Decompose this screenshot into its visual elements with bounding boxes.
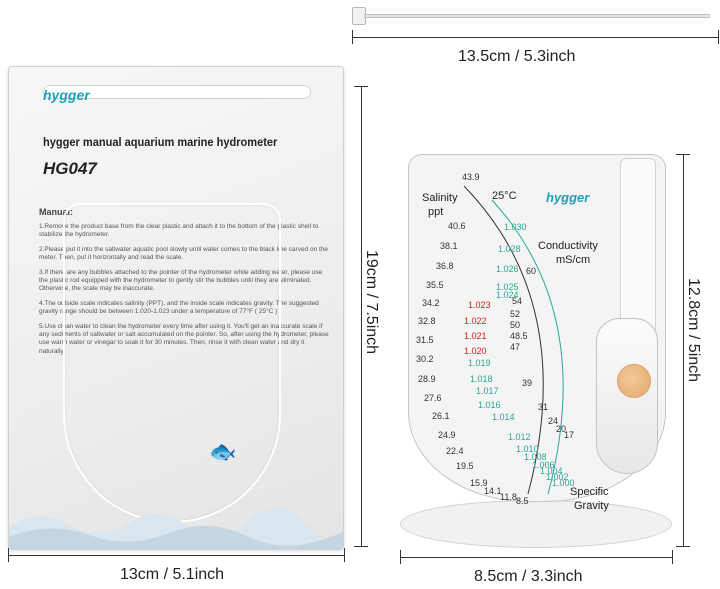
salinity-tick-label: 11.8 [500, 492, 517, 502]
dim-tick [354, 546, 368, 547]
rod-width-line [352, 37, 718, 38]
card-width-line [8, 555, 344, 556]
salinity-tick-label: 35.5 [426, 280, 444, 290]
sg-tick-label: 1.021 [464, 331, 487, 341]
salinity-tick-label: 15.9 [470, 478, 488, 488]
sg-tick-label: 1.010 [516, 444, 539, 454]
salinity-tick-label: 40.6 [448, 221, 466, 231]
hydrometer-logo: hygger [546, 190, 590, 205]
hydrometer-height-label: 12.8cm / 5inch [685, 278, 702, 383]
hydrometer-base [400, 500, 672, 548]
card-model: HG047 [43, 159, 97, 178]
sg-tick-label: 1.028 [498, 244, 521, 254]
temperature-label: 25°C [492, 190, 517, 202]
card-width-label: 13cm / 5.1inch [120, 566, 225, 583]
sg-tick-label: 1.008 [524, 452, 547, 462]
package-card [8, 66, 344, 550]
dim-tick [344, 548, 345, 562]
manual-step: 5.Use clean water to clean the hydrometer every time after using it. You'll get an inaccurate scale if any sediments of saltwater or salt accumulated on the pointer. So, after using the hydrometer, please use warm water or vinegar to soak it for 30 minutes. Then, rinse it with clean water and dry it naturally. [39, 322, 329, 355]
salinity-tick-label: 36.8 [436, 261, 454, 271]
conductivity-label: Conductivity [538, 240, 598, 252]
sg-tick-label: 1.004 [540, 466, 563, 476]
salinity-tick-label: 27.6 [424, 393, 442, 403]
card-height-label: 19cm / 7.5inch [363, 250, 380, 355]
sg-tick-label: 1.023 [468, 300, 491, 310]
sg-tick-label: 1.012 [508, 432, 531, 442]
salinity-tick-label: 43.9 [462, 172, 480, 182]
salinity-tick-label: 30.2 [416, 354, 434, 364]
manual-step: 4.The outside scale indicates salinity (PPT), and the inside scale indicates gravity. The suggested gravity range should be between 1.020-1.023 under a temperature of 77°F ( 25°C ) . [39, 299, 319, 316]
conductivity-tick-label: 54 [512, 296, 523, 306]
salinity-unit: ppt [428, 206, 444, 218]
conductivity-tick-label: 52 [510, 309, 521, 319]
sg-label-1: Specific [570, 486, 609, 498]
card-title: hygger manual aquarium marine hydrometer [43, 135, 278, 149]
salinity-tick-label: 26.1 [432, 411, 450, 421]
sg-tick-label: 1.002 [546, 472, 569, 482]
salinity-tick-label: 38.1 [440, 241, 458, 251]
conductivity-tick-label: 39 [522, 378, 533, 388]
sg-tick-label: 1.017 [476, 386, 499, 396]
conductivity-tick-label: 50 [510, 320, 521, 330]
salinity-tick-label: 31.5 [416, 335, 434, 345]
sg-tick-label: 1.018 [470, 374, 493, 384]
manual-step: 3.If there are any bubbles attached to the pointer of the hydrometer while adding water, please use the plastic rod equipped with the hydrometer to gently stir the bubbles until they are eliminated. Otherwise, the scale may be inaccurate. [39, 268, 323, 293]
conductivity-tick-label: 47 [510, 342, 521, 352]
salinity-tick-label: 24.9 [438, 430, 456, 440]
conductivity-tick-label: 31 [538, 402, 549, 412]
sg-tick-label: 1.020 [464, 346, 487, 356]
card-logo: hygger [43, 87, 90, 103]
salinity-tick-label: 22.4 [446, 446, 464, 456]
blister-outline [63, 203, 281, 523]
sg-label-2: Gravity [574, 500, 609, 512]
sg-tick-label: 1.024 [496, 290, 519, 300]
conductivity-tick-label: 17 [564, 430, 575, 440]
sg-tick-label: 1.016 [478, 400, 501, 410]
dim-tick [718, 30, 719, 44]
sg-tick-label: 1.019 [468, 358, 491, 368]
stir-rod [364, 14, 710, 18]
conductivity-tick-label: 24 [548, 416, 559, 426]
sg-tick-label: 1.022 [464, 316, 487, 326]
sg-tick-label: 1.006 [532, 460, 555, 470]
hydrometer-width-line [400, 557, 672, 558]
salinity-label: Salinity [422, 192, 458, 204]
sg-tick-label: 1.030 [504, 222, 527, 232]
manual-step: 1.Remove the product base from the clear plastic and attach it to the bottom of the plastic shell to stabilize the hydrometer. [39, 223, 319, 239]
wave-icon [9, 487, 344, 550]
conductivity-unit: mS/cm [556, 254, 591, 266]
salinity-tick-label: 34.2 [422, 298, 440, 308]
salinity-tick-label: 19.5 [456, 461, 474, 471]
salinity-tick-label: 8.5 [516, 496, 529, 506]
hydrometer-width-label: 8.5cm / 3.3inch [474, 568, 583, 585]
sg-tick-label: 1.025 [496, 282, 519, 292]
dim-tick [676, 546, 690, 547]
conductivity-tick-label: 60 [526, 266, 537, 276]
manual-step: 2.Please put it into the saltwater aquatic pool slowly until water comes to the black line carved on the meter. Then, put it horizontally and read the scale. [39, 245, 329, 262]
sg-tick-label: 1.000 [552, 478, 575, 488]
sg-tick-label: 1.014 [492, 412, 515, 422]
salinity-tick-label: 28.9 [418, 374, 436, 384]
conductivity-tick-label: 20 [556, 424, 567, 434]
sg-tick-label: 1.026 [496, 264, 519, 274]
manual-heading: Manual: [39, 207, 74, 217]
fish-icon: 🐟 [209, 439, 237, 464]
salinity-tick-label: 14.1 [484, 486, 502, 496]
dim-tick [672, 550, 673, 564]
salinity-tick-label: 32.8 [418, 316, 436, 326]
conductivity-tick-label: 48.5 [510, 331, 528, 341]
rod-width-label: 13.5cm / 5.3inch [458, 48, 576, 65]
